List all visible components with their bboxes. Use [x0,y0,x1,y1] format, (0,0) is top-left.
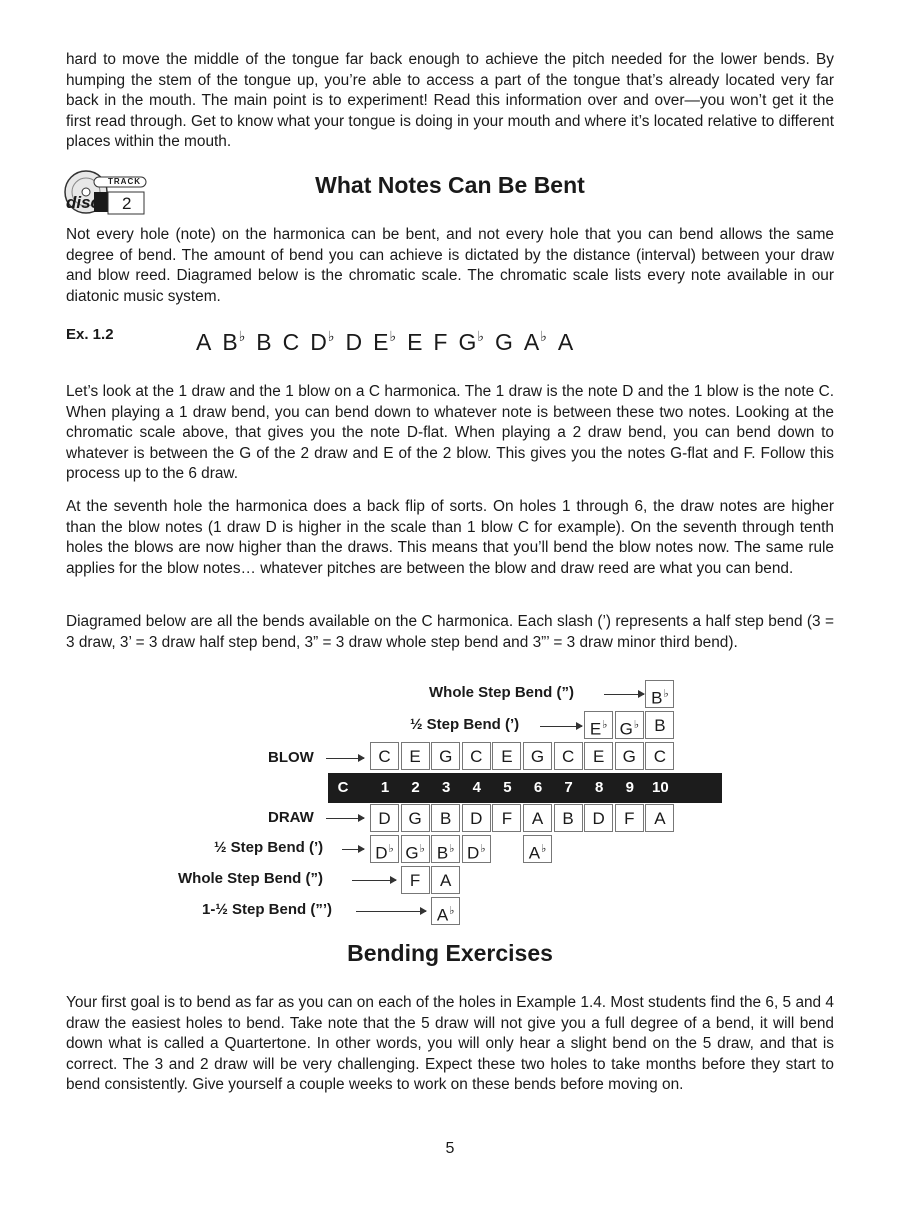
note-letter: G [619,719,633,739]
draw-label: DRAW [268,809,314,826]
flat-sign: ♭ [327,328,335,344]
blow-note-cell [584,742,613,770]
note-letter: B [436,843,449,863]
blow-whole-step-label: Whole Step Bend (”) [429,684,574,701]
flat-sign: ♭ [480,843,486,855]
arrow-icon [326,758,364,759]
note-letter: A [654,809,666,828]
arrow-icon [356,911,426,912]
note-letter: G [408,809,422,828]
flat-sign: ♭ [238,328,246,344]
hole-number: 8 [595,779,604,796]
note-letter: B [222,328,238,355]
note-letter: G [530,747,545,766]
scale-note [346,329,363,356]
draw-note-cell [462,804,491,832]
note-letter: D [592,809,605,828]
note-letter: E [501,747,513,766]
draw-whole-step-label: Whole Step Bend (”) [178,870,323,887]
section-heading-exercises: Bending Exercises [347,940,553,966]
note-letter: B [562,809,574,828]
draw-note-cell [492,804,521,832]
draw-note-cell [615,804,644,832]
hole-number-bar [328,773,722,803]
blow-note-cell [523,742,552,770]
note-letter: A [196,328,212,355]
note-letter: C [653,747,667,766]
note-letter: E [589,719,602,739]
note-letter: A [523,328,540,355]
note-letter: B [440,809,452,828]
draw-half-step-label: ½ Step Bend (’) [214,839,324,856]
note-letter: C [470,747,483,766]
note-letter: D [345,328,363,355]
draw-note-cell [431,804,460,832]
hole-number: 10 [652,779,669,796]
note-letter: C [378,747,391,766]
draw-note-cell [523,804,552,832]
page-number: 5 [445,1140,455,1157]
note-letter: A [557,328,574,355]
note-letter: A [440,871,452,890]
blow-note-cell [370,742,399,770]
note-letter: E [409,747,421,766]
hole-number: 9 [625,779,634,796]
flat-sign: ♭ [449,905,455,917]
flat-sign: ♭ [540,328,547,344]
arrow-icon [352,880,396,881]
flat-sign: ♭ [663,688,669,700]
flat-sign: ♭ [389,328,397,344]
scale-note [222,328,245,356]
draw-note-cell [645,804,674,832]
draw-note-cell [401,804,430,832]
note-letter: F [409,871,421,890]
draw-half-step-cell [523,835,552,863]
blow-note-cell [645,742,674,770]
flat-sign: ♭ [602,719,608,731]
draw-whole-step-cell [401,866,430,894]
intro-paragraph: hard to move the middle of the tongue far back enough to achieve the pitch needed for the lower bends. By humping the stem of the tongue up, you’re able to access a part of the tongue that’s already located very far back in the mouth. The main point is to experiment! Read this information over and over—you won’t get it the first read through. Get to know what your tongue is doing in your mouth and where it’s located relative to different places within the mouth. [66,51,834,151]
harmonica-key: C [337,779,349,796]
scale-note [433,329,447,356]
blow-half-step-label: ½ Step Bend (’) [410,716,520,733]
flat-sign: ♭ [449,843,455,855]
note-letter: D [310,328,327,355]
note-letter: D [375,843,388,863]
first-draw-paragraph: Let’s look at the 1 draw and the 1 blow on a C harmonica. The 1 draw is the note D and the 1 blow is the note C. When playing a 1 draw bend, you can bend down to whatever note is between these two notes. Looking at the chromatic scale above, that gives you the note D-flat. When playing a 2 draw bend, you can bend down to whatever is between the G of the 2 draw and E of the 2 blow. This gives you the notes G-flat and F. Follow this process up to the 6 draw. [66,383,834,483]
scale-note [373,328,396,356]
draw-half-step-cell [431,835,460,863]
diagram-intro-paragraph: Diagramed below are all the bends available on the C harmonica. Each slash (’) represents a half step bend (3 = 3 draw, 3’ = 3 draw half step bend, 3” = 3 draw whole step bend and 3”’ = 3 draw minor third bend). [66,613,834,651]
scale-note [495,329,513,356]
arrow-icon [326,818,364,819]
blow-note-cell [554,742,583,770]
example-label: Ex. 1.2 [66,326,114,343]
flat-sign: ♭ [541,843,547,855]
draw-minor-third-label: 1-½ Step Bend (”’) [202,901,333,918]
blow-note-cell [462,742,491,770]
flat-sign: ♭ [388,843,394,855]
hole-number: 5 [503,779,512,796]
arrow-icon [604,694,644,695]
blow-note-cell [431,742,460,770]
note-letter: A [528,843,541,863]
draw-half-step-cell [370,835,399,863]
blow-half-step-cell [584,711,613,739]
note-letter: F [624,809,635,828]
note-letter: C [561,747,575,766]
note-letter: E [407,328,423,355]
scale-note [196,329,211,356]
blow-whole-step-cell [645,680,674,708]
note-letter: E [593,747,605,766]
scale-note [256,329,271,356]
draw-note-cell [584,804,613,832]
scale-note [558,329,573,356]
blow-note-cell [492,742,521,770]
scale-note [458,328,484,356]
flat-sign: ♭ [477,328,484,344]
scale-note [283,329,300,356]
bent-paragraph: Not every hole (note) on the harmonica can be bent, and not every hole that you can bend allows the same degree of bend. The amount of bend you can achieve is dictated by the distance (interval) between your draw and blow reed. Diagramed below is the chromatic scale. The chromatic scale lists every note available in our diatonic music system. [66,226,834,305]
draw-note-cell [370,804,399,832]
arrow-icon [540,726,582,727]
flat-sign: ♭ [633,719,640,731]
draw-note-cell [554,804,583,832]
note-letter: B [654,716,666,735]
draw-half-step-cell [462,835,491,863]
note-letter: D [470,809,483,828]
scale-note [310,328,334,356]
chromatic-scale [196,328,584,356]
note-letter: G [622,747,636,766]
draw-minor-third-cell [431,897,460,925]
hole-number: 7 [564,779,573,796]
note-letter: D [467,843,480,863]
scale-note [524,328,547,356]
draw-whole-step-cell [431,866,460,894]
draw-half-step-cell [401,835,430,863]
note-letter: G [405,843,419,863]
hole-number: 4 [472,779,481,796]
note-letter: F [501,809,513,828]
flat-sign: ♭ [419,843,425,855]
blow-half-step-cell [645,711,674,739]
hole-number: 6 [533,779,543,796]
blow-half-step-cell [615,711,644,739]
seventh-hole-paragraph: At the seventh hole the harmonica does a back flip of sorts. On holes 1 through 6, the draw notes are higher than the blow notes (1 draw D is higher in the scale than 1 blow C for example). On the seventh through tenth holes the blows are now higher than the draws. This means that you’ll bend the blow notes now. The same rule applies for the blow notes… whatever pitches are between the blow and draw reed are what you can bend. [66,498,834,577]
arrow-icon [342,849,364,850]
note-letter: C [282,328,300,355]
note-letter: F [433,328,448,355]
track-number: 2 [122,194,132,213]
blow-label: BLOW [268,749,314,766]
section-heading-bent: What Notes Can Be Bent [315,172,585,198]
scale-note [407,329,422,356]
note-letter: E [373,328,389,355]
note-letter: B [256,328,272,355]
note-letter: D [378,809,391,828]
hole-number: 1 [380,779,390,796]
blow-note-cell [615,742,644,770]
note-letter: G [458,328,477,355]
note-letter: B [651,688,663,708]
note-letter: G [494,328,513,355]
note-letter: G [439,747,453,766]
note-letter: A [531,809,544,828]
disc-label: disc [66,193,101,212]
track-label: TRACK [108,177,141,186]
blow-note-cell [401,742,430,770]
note-letter: A [436,905,449,925]
hole-number: 3 [442,779,451,796]
exercises-paragraph: Your first goal is to bend as far as you can on each of the holes in Example 1.4. Most students find the 6, 5 and 4 draw the easiest holes to bend. Take note that the 5 draw will not give you a full degree of a bend, it will bend down what is called a Quartertone. In other words, you will only hear a slight bend on the 5 draw, and that is correct. The 3 and 2 draw will be very challenging. Expect these two holes to take months before they start to bend consistently. Give yourself a couple weeks to work on these bends before moving on. [66,994,834,1094]
hole-number: 2 [411,779,420,796]
